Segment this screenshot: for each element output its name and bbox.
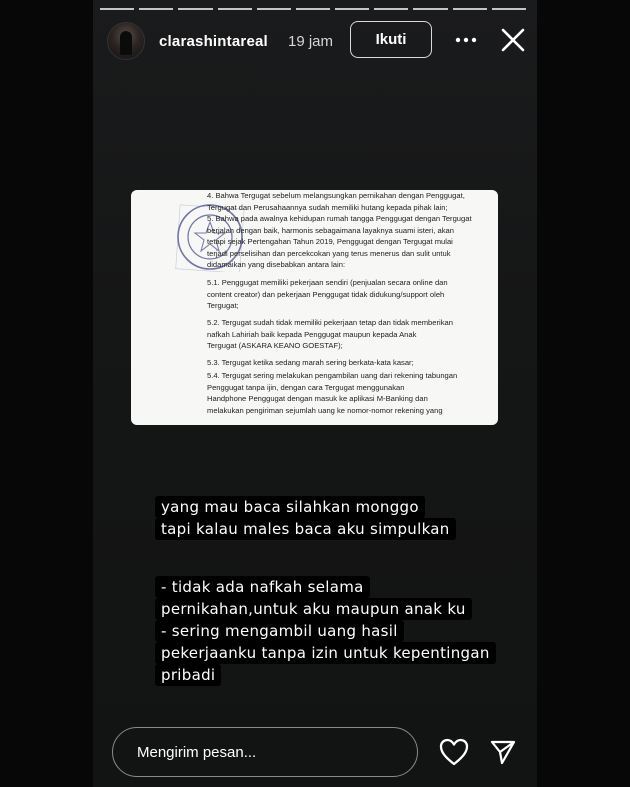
document-text [131,190,498,425]
document-line: Tergugat; [207,301,239,310]
document-line: 5.3. Tergugat ketika sedang marah sering berkata-kata kasar; [207,358,414,367]
caption-line: pernikahan,untuk aku maupun anak ku [155,598,472,620]
document-line: 5. Bahwa pada awalnya kehidupan rumah tangga Penggugat dengan Tergugat [207,214,472,223]
document-line: berjalan dengan baik, harmonis sebagaimana layaknya suami isteri, akan [207,225,454,235]
document-line: tetapi sejak Pertengahan Tahun 2019, Penggugat dengan Tergugat mulai [207,237,453,246]
court-document-image [131,190,498,425]
close-icon[interactable] [500,27,526,53]
document-line: 5.2. Tergugat sudah tidak memiliki pekerjaan tetap dan tidak memberikan [207,318,453,327]
caption-line: tapi kalau males baca aku simpulkan [155,518,456,540]
document-line: didamaikan yang disebabkan antara lain: [207,260,346,269]
document-line: 5.4. Tergugat sering melakukan pengambilan uang dari rekening tabungan [207,371,458,380]
document-line: melakukan pengiriman sejumlah uang ke nomor-nomor rekening yang [207,405,443,415]
document-line: Tergugat (ASKARA KEANO GOESTAF); [207,341,343,350]
document-line: nafkah Lahiriah baik kepada Penggugat maupun kepada Anak [207,329,417,339]
follow-button[interactable]: Ikuti [350,21,432,58]
caption-line: yang mau baca silahkan monggo [155,496,425,518]
story-header [0,0,630,80]
post-time: 19 jam [288,33,334,50]
send-icon[interactable] [489,738,517,766]
message-input[interactable]: Mengirim pesan... [112,727,418,777]
right-backdrop [537,0,630,787]
avatar[interactable] [107,22,145,60]
caption-line: pribadi [155,664,221,686]
username[interactable]: clarashintareal [159,33,268,50]
left-backdrop [0,0,93,787]
heart-icon[interactable] [439,738,469,766]
document-line: content creator) dan pekerjaan Penggugat tidak didukung/support oleh [207,289,445,299]
document-line: Tergugat dan Perusahaannya sudah memiliki hutang kepada pihak lain; [207,202,448,212]
caption-line: - sering mengambil uang hasil [155,620,404,642]
document-line: Handphone Penggugat dengan masuk ke aplikasi M-Banking dan [207,394,428,403]
more-options-icon[interactable] [455,31,477,49]
document-line: 4. Bahwa Tergugat sebelum melangsungkan pernikahan dengan Penggugat, [207,191,465,200]
document-line: 5.1. Penggugat memiliki pekerjaan sendiri (penjualan secara online dan [207,278,448,287]
document-line: Penggugat tanpa ijin, dengan cara Tergugat menggunakan [207,382,405,392]
document-line: terjadi perselisihan dan percekcokan yang terus menerus dan sulit untuk [207,248,451,258]
caption-line: pekerjaanku tanpa izin untuk kepentingan [155,642,496,664]
caption-line: - tidak ada nafkah selama [155,576,370,598]
